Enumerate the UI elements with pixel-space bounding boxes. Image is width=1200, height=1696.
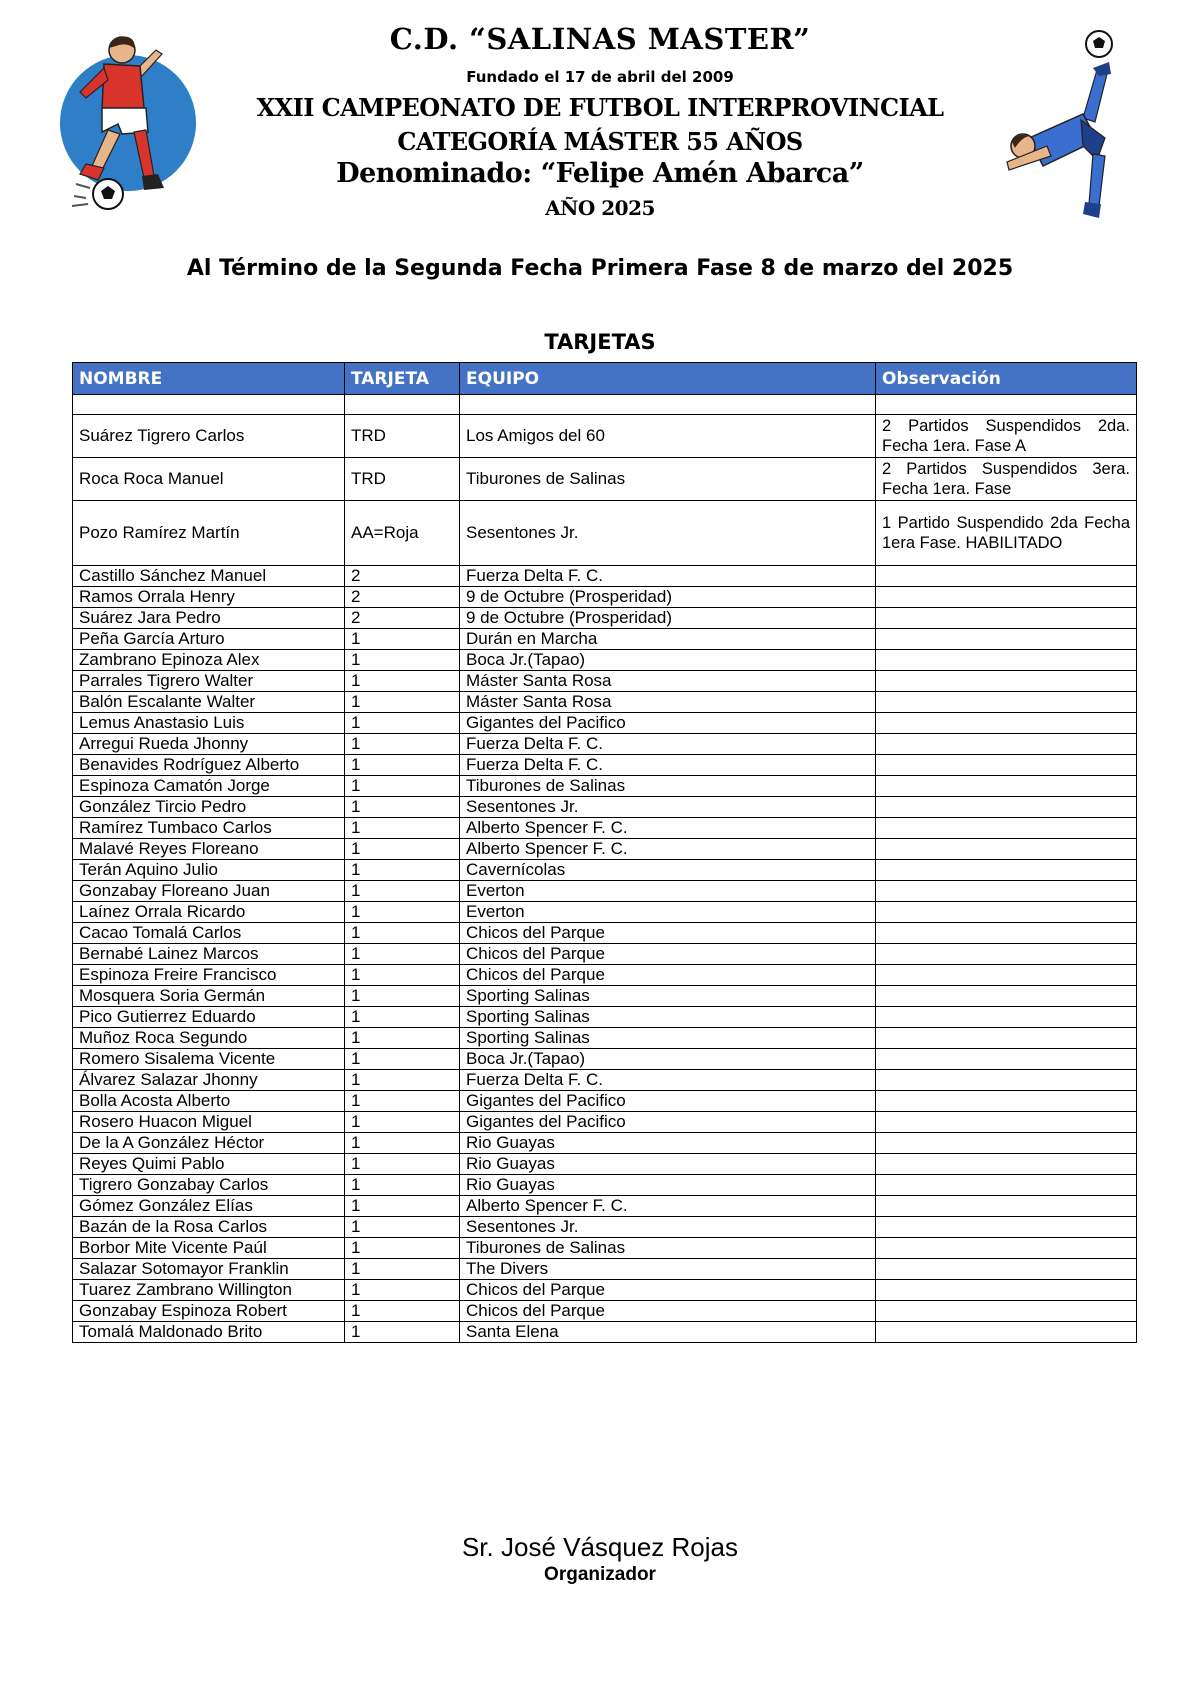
cell-nombre: Suárez Jara Pedro — [73, 608, 345, 629]
cell-equipo: Rio Guayas — [460, 1133, 876, 1154]
cell-equipo: Fuerza Delta F. C. — [460, 734, 876, 755]
cell-equipo: Máster Santa Rosa — [460, 692, 876, 713]
cell-observacion — [876, 860, 1137, 881]
cell-equipo: Alberto Spencer F. C. — [460, 1196, 876, 1217]
cell-observacion — [876, 1322, 1137, 1343]
cell-nombre: Tigrero Gonzabay Carlos — [73, 1175, 345, 1196]
cell-observacion — [876, 734, 1137, 755]
cell-tarjeta: 1 — [345, 1049, 460, 1070]
cell-observacion — [876, 1133, 1137, 1154]
cell-nombre: Muñoz Roca Segundo — [73, 1028, 345, 1049]
cell-tarjeta: 1 — [345, 902, 460, 923]
cell-observacion — [876, 986, 1137, 1007]
cell-observacion — [876, 587, 1137, 608]
cell-nombre — [73, 395, 345, 415]
cell-tarjeta: 1 — [345, 755, 460, 776]
table-row — [73, 1049, 1137, 1070]
cell-observacion — [876, 965, 1137, 986]
cell-observacion — [876, 671, 1137, 692]
cell-equipo: Durán en Marcha — [460, 629, 876, 650]
cell-observacion — [876, 1301, 1137, 1322]
cell-nombre: Bazán de la Rosa Carlos — [73, 1217, 345, 1238]
cell-observacion — [876, 1259, 1137, 1280]
table-row — [73, 501, 1137, 566]
table-row — [73, 860, 1137, 881]
column-header-tarjeta: TARJETA — [345, 363, 460, 395]
cell-equipo: Chicos del Parque — [460, 944, 876, 965]
cell-equipo: Rio Guayas — [460, 1154, 876, 1175]
cell-observacion — [876, 818, 1137, 839]
cell-tarjeta: 1 — [345, 671, 460, 692]
cell-tarjeta: TRD — [345, 415, 460, 458]
cell-equipo: Sporting Salinas — [460, 1028, 876, 1049]
table-row — [73, 1322, 1137, 1343]
cell-observacion — [876, 629, 1137, 650]
table-row — [73, 1238, 1137, 1259]
cell-tarjeta: 1 — [345, 692, 460, 713]
cell-tarjeta: 2 — [345, 608, 460, 629]
column-header-equipo: EQUIPO — [460, 363, 876, 395]
cell-observacion: 2 Partidos Suspendidos 3era. Fecha 1era. Fase — [876, 458, 1137, 501]
cell-equipo: The Divers — [460, 1259, 876, 1280]
cell-nombre: Ramírez Tumbaco Carlos — [73, 818, 345, 839]
cell-equipo: Rio Guayas — [460, 1175, 876, 1196]
cell-nombre: Peña García Arturo — [73, 629, 345, 650]
table-row — [73, 608, 1137, 629]
table-row — [73, 1259, 1137, 1280]
cell-observacion — [876, 1049, 1137, 1070]
cell-tarjeta: 1 — [345, 1238, 460, 1259]
cell-equipo: Gigantes del Pacifico — [460, 1091, 876, 1112]
table-row — [73, 1091, 1137, 1112]
cell-nombre: Salazar Sotomayor Franklin — [73, 1259, 345, 1280]
cell-observacion: 1 Partido Suspendido 2da Fecha 1era Fase. HABILITADO — [876, 501, 1137, 566]
cell-equipo: Tiburones de Salinas — [460, 458, 876, 501]
cell-nombre: Bernabé Lainez Marcos — [73, 944, 345, 965]
table-row — [73, 629, 1137, 650]
cell-nombre: Gómez González Elías — [73, 1196, 345, 1217]
table-row — [73, 944, 1137, 965]
table-row — [73, 923, 1137, 944]
cards-table — [72, 362, 1137, 1343]
cell-equipo: Máster Santa Rosa — [460, 671, 876, 692]
cell-nombre: Arregui Rueda Jhonny — [73, 734, 345, 755]
category-title: CATEGORÍA MÁSTER 55 AÑOS — [397, 127, 803, 156]
cell-tarjeta: 1 — [345, 1301, 460, 1322]
cell-equipo: Boca Jr.(Tapao) — [460, 650, 876, 671]
table-row — [73, 671, 1137, 692]
cell-tarjeta: 1 — [345, 839, 460, 860]
cell-nombre: Espinoza Freire Francisco — [73, 965, 345, 986]
cell-equipo: Chicos del Parque — [460, 1280, 876, 1301]
cell-tarjeta: 1 — [345, 776, 460, 797]
table-row — [73, 692, 1137, 713]
cell-equipo: Santa Elena — [460, 1322, 876, 1343]
cell-tarjeta: 1 — [345, 1322, 460, 1343]
cell-observacion — [876, 395, 1137, 415]
table-row — [73, 566, 1137, 587]
cell-nombre: Borbor Mite Vicente Paúl — [73, 1238, 345, 1259]
cell-nombre: Balón Escalante Walter — [73, 692, 345, 713]
cell-observacion — [876, 1070, 1137, 1091]
cell-observacion — [876, 1196, 1137, 1217]
cell-equipo: Cavernícolas — [460, 860, 876, 881]
tournament-year: AÑO 2025 — [545, 196, 655, 220]
cell-equipo: Tiburones de Salinas — [460, 776, 876, 797]
cell-equipo: Gigantes del Pacifico — [460, 1112, 876, 1133]
cell-tarjeta: 1 — [345, 860, 460, 881]
cell-tarjeta: 1 — [345, 1112, 460, 1133]
cell-tarjeta: 1 — [345, 1154, 460, 1175]
table-row — [73, 1301, 1137, 1322]
cell-tarjeta: 1 — [345, 944, 460, 965]
table-row — [73, 650, 1137, 671]
cell-observacion — [876, 1028, 1137, 1049]
report-subtitle: Al Término de la Segunda Fecha Primera Fase 8 de marzo del 2025 — [186, 256, 1014, 281]
cell-equipo: Fuerza Delta F. C. — [460, 1070, 876, 1091]
club-name: C.D. “SALINAS MASTER” — [389, 22, 811, 56]
cell-nombre: Malavé Reyes Floreano — [73, 839, 345, 860]
table-row — [73, 1196, 1137, 1217]
cell-equipo: Fuerza Delta F. C. — [460, 566, 876, 587]
soccer-player-bicycle-kick-illustration — [985, 28, 1125, 228]
cell-nombre: Cacao Tomalá Carlos — [73, 923, 345, 944]
cell-tarjeta: 1 — [345, 734, 460, 755]
cell-observacion — [876, 1280, 1137, 1301]
table-row — [73, 415, 1137, 458]
cell-nombre: De la A González Héctor — [73, 1133, 345, 1154]
cell-nombre: Espinoza Camatón Jorge — [73, 776, 345, 797]
table-row — [73, 713, 1137, 734]
table-row — [73, 1007, 1137, 1028]
cell-tarjeta: 1 — [345, 797, 460, 818]
cell-observacion — [876, 650, 1137, 671]
table-row — [73, 1070, 1137, 1091]
cell-observacion — [876, 1238, 1137, 1259]
cell-nombre: Reyes Quimi Pablo — [73, 1154, 345, 1175]
cell-observacion — [876, 713, 1137, 734]
cell-nombre: Gonzabay Espinoza Robert — [73, 1301, 345, 1322]
cell-tarjeta: 1 — [345, 713, 460, 734]
table-row — [73, 587, 1137, 608]
cell-equipo: Boca Jr.(Tapao) — [460, 1049, 876, 1070]
table-row — [73, 1217, 1137, 1238]
cell-tarjeta: 1 — [345, 1217, 460, 1238]
cell-nombre: Mosquera Soria Germán — [73, 986, 345, 1007]
cell-nombre: Parrales Tigrero Walter — [73, 671, 345, 692]
cell-observacion — [876, 1112, 1137, 1133]
cell-tarjeta: 1 — [345, 1196, 460, 1217]
table-row — [73, 458, 1137, 501]
cell-observacion — [876, 881, 1137, 902]
cell-tarjeta: 1 — [345, 1091, 460, 1112]
cell-equipo: Fuerza Delta F. C. — [460, 755, 876, 776]
cell-observacion — [876, 944, 1137, 965]
table-row — [73, 755, 1137, 776]
cell-nombre: González Tircio Pedro — [73, 797, 345, 818]
cell-observacion — [876, 755, 1137, 776]
table-row — [73, 902, 1137, 923]
cell-equipo — [460, 395, 876, 415]
cell-tarjeta: TRD — [345, 458, 460, 501]
soccer-player-kicking-illustration — [58, 28, 198, 218]
founded-date: Fundado el 17 de abril del 2009 — [466, 68, 734, 86]
cell-equipo: Alberto Spencer F. C. — [460, 818, 876, 839]
cell-nombre: Pico Gutierrez Eduardo — [73, 1007, 345, 1028]
cell-tarjeta: 1 — [345, 965, 460, 986]
table-row — [73, 734, 1137, 755]
cell-equipo: Everton — [460, 902, 876, 923]
table-row — [73, 986, 1137, 1007]
cell-equipo: Gigantes del Pacifico — [460, 713, 876, 734]
cell-tarjeta: 1 — [345, 1028, 460, 1049]
cell-tarjeta: 1 — [345, 881, 460, 902]
cell-tarjeta: 2 — [345, 587, 460, 608]
cell-observacion — [876, 1007, 1137, 1028]
cell-equipo: Sporting Salinas — [460, 1007, 876, 1028]
cell-observacion — [876, 1217, 1137, 1238]
cell-nombre: Terán Aquino Julio — [73, 860, 345, 881]
cell-nombre: Zambrano Epinoza Alex — [73, 650, 345, 671]
championship-title: XXII CAMPEONATO DE FUTBOL INTERPROVINCIAL — [256, 93, 944, 122]
organizer-role: Organizador — [544, 1564, 656, 1585]
cell-equipo: Tiburones de Salinas — [460, 1238, 876, 1259]
column-header-observacion: Observación — [876, 363, 1137, 395]
cell-nombre: Lemus Anastasio Luis — [73, 713, 345, 734]
cell-nombre: Laínez Orrala Ricardo — [73, 902, 345, 923]
cell-tarjeta: 1 — [345, 1133, 460, 1154]
organizer-name: Sr. José Vásquez Rojas — [461, 1532, 739, 1562]
table-header-row — [73, 363, 1137, 395]
cell-tarjeta: 1 — [345, 818, 460, 839]
cell-equipo: Sesentones Jr. — [460, 501, 876, 566]
cell-nombre: Gonzabay Floreano Juan — [73, 881, 345, 902]
cell-observacion — [876, 566, 1137, 587]
cell-observacion — [876, 839, 1137, 860]
cell-tarjeta: 1 — [345, 629, 460, 650]
cell-nombre: Castillo Sánchez Manuel — [73, 566, 345, 587]
cell-observacion — [876, 1175, 1137, 1196]
table-row — [73, 1154, 1137, 1175]
table-row — [73, 395, 1137, 415]
cell-equipo: Sporting Salinas — [460, 986, 876, 1007]
cell-tarjeta: 1 — [345, 1259, 460, 1280]
cell-nombre: Suárez Tigrero Carlos — [73, 415, 345, 458]
cell-observacion — [876, 1154, 1137, 1175]
table-row — [73, 1112, 1137, 1133]
cell-tarjeta: 2 — [345, 566, 460, 587]
table-row — [73, 839, 1137, 860]
table-row — [73, 1028, 1137, 1049]
cell-nombre: Rosero Huacon Miguel — [73, 1112, 345, 1133]
cell-equipo: 9 de Octubre (Prosperidad) — [460, 608, 876, 629]
cell-tarjeta: 1 — [345, 923, 460, 944]
table-body — [73, 395, 1137, 1343]
cell-tarjeta: AA=Roja — [345, 501, 460, 566]
table-row — [73, 818, 1137, 839]
cell-equipo: Sesentones Jr. — [460, 1217, 876, 1238]
cell-nombre: Roca Roca Manuel — [73, 458, 345, 501]
cell-equipo: Chicos del Parque — [460, 923, 876, 944]
cell-observacion — [876, 923, 1137, 944]
tournament-denomination: Denominado: “Felipe Amén Abarca” — [336, 158, 864, 189]
cell-equipo: Chicos del Parque — [460, 965, 876, 986]
cell-nombre: Tuarez Zambrano Willington — [73, 1280, 345, 1301]
column-header-nombre: NOMBRE — [73, 363, 345, 395]
cell-tarjeta: 1 — [345, 650, 460, 671]
cell-observacion — [876, 1091, 1137, 1112]
cell-equipo: 9 de Octubre (Prosperidad) — [460, 587, 876, 608]
cell-nombre: Pozo Ramírez Martín — [73, 501, 345, 566]
table-row — [73, 1280, 1137, 1301]
cell-observacion — [876, 776, 1137, 797]
cell-observacion — [876, 902, 1137, 923]
cell-tarjeta: 1 — [345, 986, 460, 1007]
cell-tarjeta — [345, 395, 460, 415]
cell-tarjeta: 1 — [345, 1070, 460, 1091]
cell-nombre: Romero Sisalema Vicente — [73, 1049, 345, 1070]
cell-equipo: Everton — [460, 881, 876, 902]
cell-equipo: Alberto Spencer F. C. — [460, 839, 876, 860]
cell-nombre: Ramos Orrala Henry — [73, 587, 345, 608]
table-row — [73, 776, 1137, 797]
table-row — [73, 1133, 1137, 1154]
cell-equipo: Los Amigos del 60 — [460, 415, 876, 458]
cell-observacion — [876, 797, 1137, 818]
cell-nombre: Benavides Rodríguez Alberto — [73, 755, 345, 776]
cell-equipo: Chicos del Parque — [460, 1301, 876, 1322]
cell-tarjeta: 1 — [345, 1280, 460, 1301]
table-row — [73, 965, 1137, 986]
table-row — [73, 1175, 1137, 1196]
cell-observacion — [876, 692, 1137, 713]
section-title: TARJETAS — [544, 330, 656, 354]
table-row — [73, 881, 1137, 902]
cell-tarjeta: 1 — [345, 1007, 460, 1028]
cell-nombre: Bolla Acosta Alberto — [73, 1091, 345, 1112]
cell-nombre: Álvarez Salazar Jhonny — [73, 1070, 345, 1091]
cell-equipo: Sesentones Jr. — [460, 797, 876, 818]
cell-tarjeta: 1 — [345, 1175, 460, 1196]
cell-nombre: Tomalá Maldonado Brito — [73, 1322, 345, 1343]
cell-observacion — [876, 608, 1137, 629]
document-header — [0, 0, 1200, 240]
cell-observacion: 2 Partidos Suspendidos 2da. Fecha 1era. Fase A — [876, 415, 1137, 458]
table-row — [73, 797, 1137, 818]
